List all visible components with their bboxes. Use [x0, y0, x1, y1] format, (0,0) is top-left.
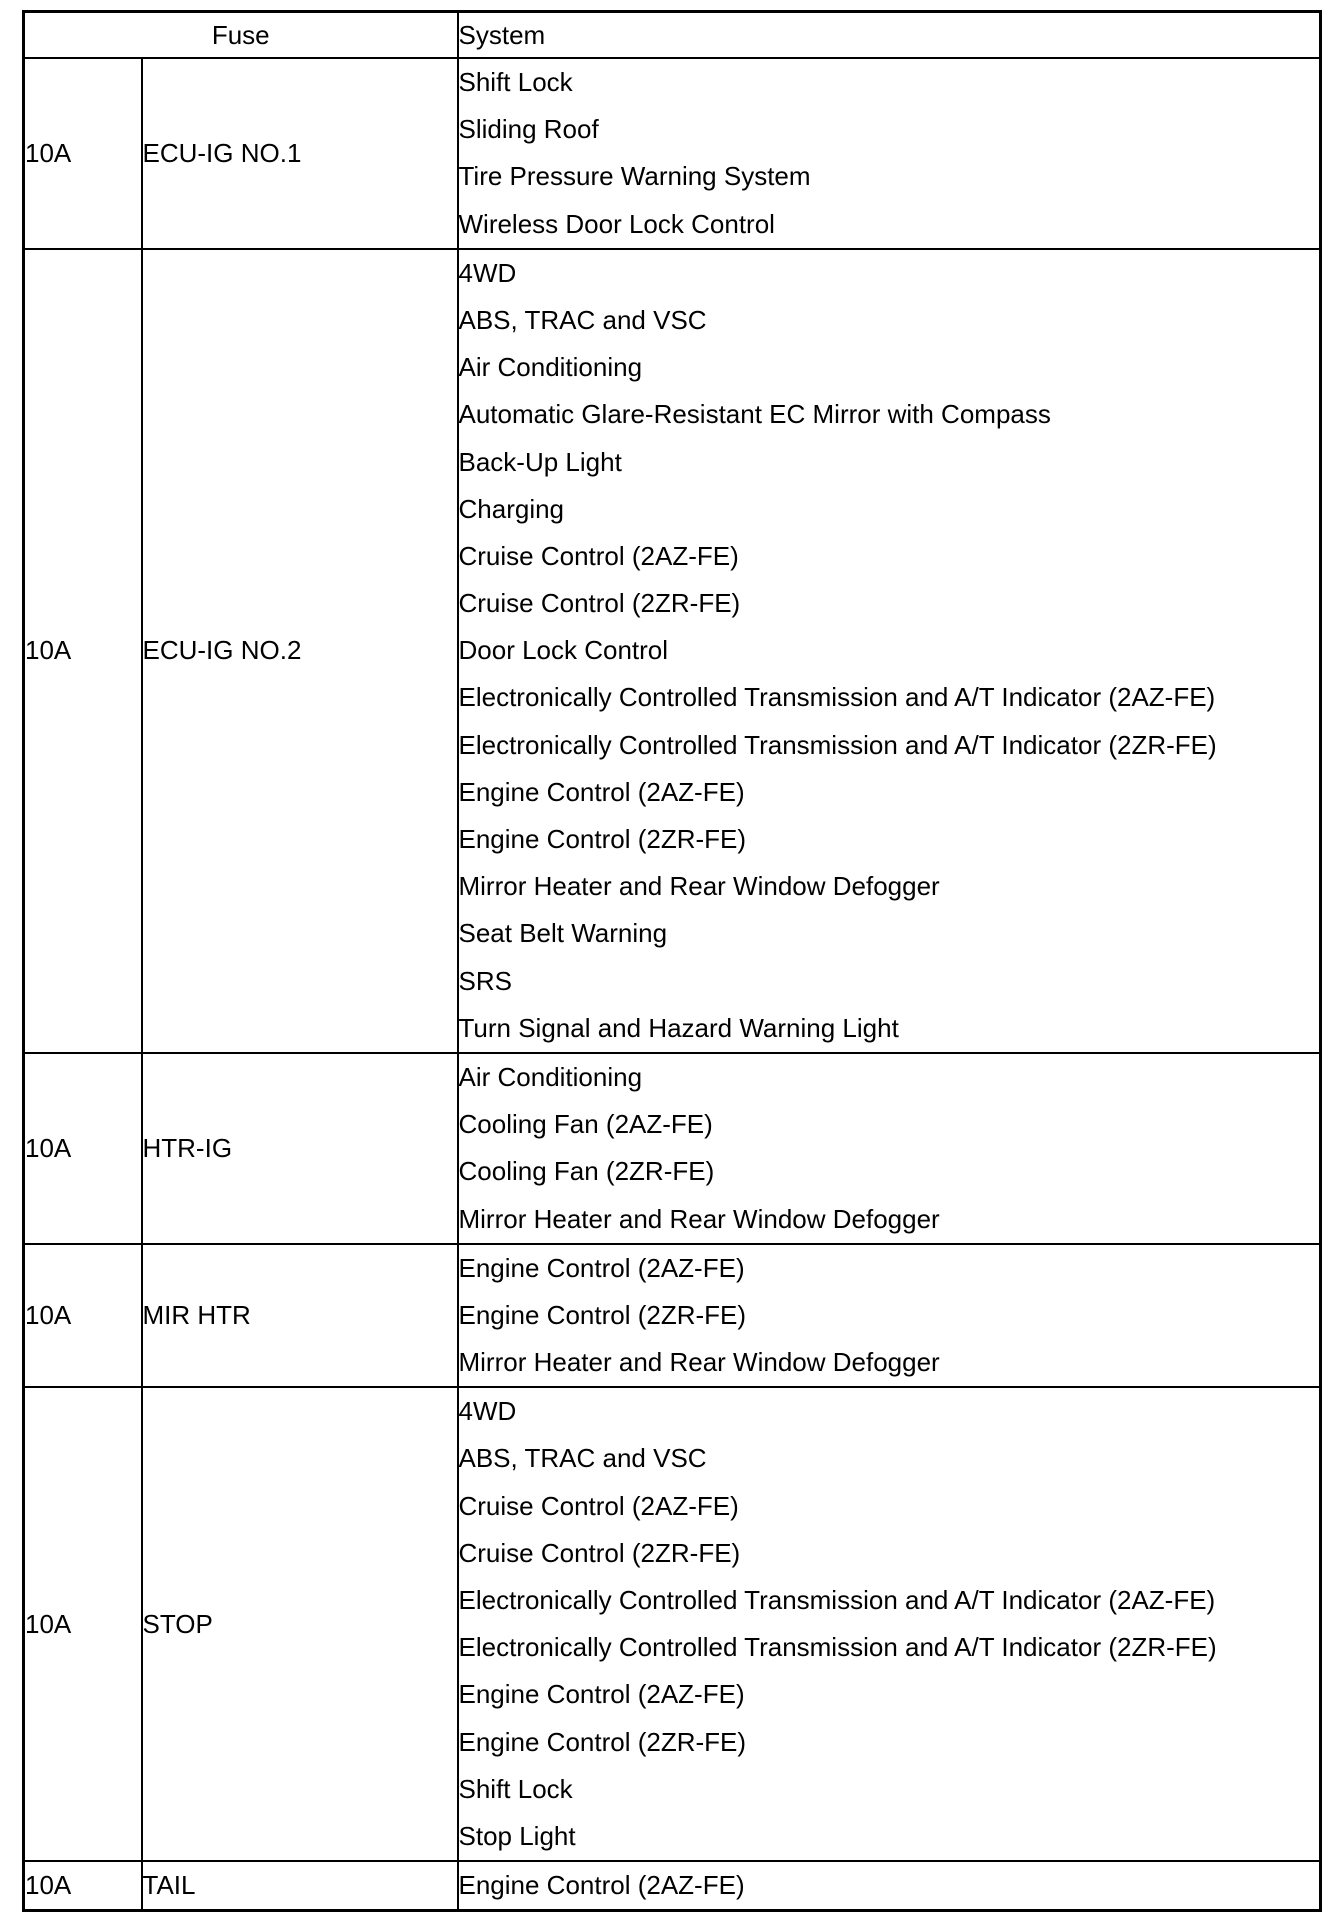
system-item: Electronically Controlled Transmission and A/T Indicator (2ZR-FE)	[458, 729, 1217, 760]
fuse-name: ECU-IG NO.2	[142, 249, 458, 1053]
system-list	[458, 249, 1321, 1053]
fuse-name: ECU-IG NO.1	[142, 58, 458, 249]
system-item: Cooling Fan (2ZR-FE)	[458, 1156, 715, 1187]
system-item: SRS	[458, 965, 512, 996]
system-item: Mirror Heater and Rear Window Defogger	[458, 1347, 940, 1378]
system-item: Seat Belt Warning	[458, 918, 668, 949]
fuse-name: HTR-IG	[142, 1053, 458, 1244]
system-item: Engine Control (2AZ-FE)	[458, 1870, 745, 1901]
system-item: Cruise Control (2AZ-FE)	[458, 1490, 739, 1521]
system-item: Engine Control (2AZ-FE)	[458, 776, 745, 807]
system-item: Charging	[458, 493, 565, 524]
system-item: Air Conditioning	[458, 352, 643, 383]
system-item: Back-Up Light	[458, 446, 622, 477]
system-item: Cruise Control (2AZ-FE)	[458, 540, 739, 571]
system-item: Electronically Controlled Transmission and A/T Indicator (2ZR-FE)	[458, 1632, 1217, 1663]
fuse-amperage: 10A	[24, 1244, 142, 1388]
system-item: Shift Lock	[458, 67, 573, 97]
table-row	[24, 58, 1321, 249]
system-item: Cruise Control (2ZR-FE)	[458, 588, 741, 619]
system-list	[458, 1387, 1321, 1861]
system-list	[458, 58, 1321, 249]
system-item: ABS, TRAC and VSC	[458, 304, 707, 335]
fuse-name: STOP	[142, 1387, 458, 1861]
system-item: Cooling Fan (2AZ-FE)	[458, 1109, 713, 1140]
system-item: Cruise Control (2ZR-FE)	[458, 1537, 741, 1568]
table-row	[24, 249, 1321, 1053]
system-item: Electronically Controlled Transmission and A/T Indicator (2AZ-FE)	[458, 682, 1216, 713]
system-item: 4WD	[458, 1396, 517, 1427]
table-row	[24, 1053, 1321, 1244]
fuse-name: MIR HTR	[142, 1244, 458, 1388]
fuse-name: TAIL	[142, 1861, 458, 1911]
system-item: Door Lock Control	[458, 635, 669, 666]
table-header	[24, 12, 1321, 59]
system-item: Mirror Heater and Rear Window Defogger	[458, 1203, 940, 1234]
fuse-amperage: 10A	[24, 1387, 142, 1861]
system-item: ABS, TRAC and VSC	[458, 1443, 707, 1474]
system-item: Stop Light	[458, 1820, 576, 1851]
system-item: Shift Lock	[458, 1773, 573, 1804]
table-row	[24, 1861, 1321, 1911]
system-item: Engine Control (2AZ-FE)	[458, 1252, 745, 1283]
system-item: Wireless Door Lock Control	[458, 208, 775, 239]
fuse-amperage: 10A	[24, 249, 142, 1053]
table-row	[24, 1387, 1321, 1861]
table-body	[24, 58, 1321, 1911]
fuse-amperage: 10A	[24, 58, 142, 249]
system-item: Engine Control (2AZ-FE)	[458, 1679, 745, 1710]
system-item: Sliding Roof	[458, 114, 599, 145]
fuse-system-table	[22, 10, 1322, 1912]
table-row	[24, 1244, 1321, 1388]
header-row	[24, 12, 1321, 59]
fuse-amperage: 10A	[24, 1053, 142, 1244]
system-item: Engine Control (2ZR-FE)	[458, 1299, 747, 1330]
system-list	[458, 1053, 1321, 1244]
system-item: Automatic Glare-Resistant EC Mirror with Compass	[458, 399, 1051, 430]
fuse-amperage: 10A	[24, 1861, 142, 1911]
fuse-column-header: Fuse	[24, 12, 458, 59]
system-item: Engine Control (2ZR-FE)	[458, 824, 747, 854]
system-item: 4WD	[458, 257, 517, 288]
system-list	[458, 1861, 1321, 1911]
system-item: Tire Pressure Warning System	[458, 161, 811, 192]
system-item: Air Conditioning	[458, 1061, 643, 1092]
system-list	[458, 1244, 1321, 1388]
system-item: Engine Control (2ZR-FE)	[458, 1726, 747, 1757]
system-item: Electronically Controlled Transmission and A/T Indicator (2AZ-FE)	[458, 1585, 1216, 1615]
system-item: Turn Signal and Hazard Warning Light	[458, 1012, 899, 1043]
system-item: Mirror Heater and Rear Window Defogger	[458, 871, 940, 902]
system-column-header: System	[458, 12, 1321, 59]
